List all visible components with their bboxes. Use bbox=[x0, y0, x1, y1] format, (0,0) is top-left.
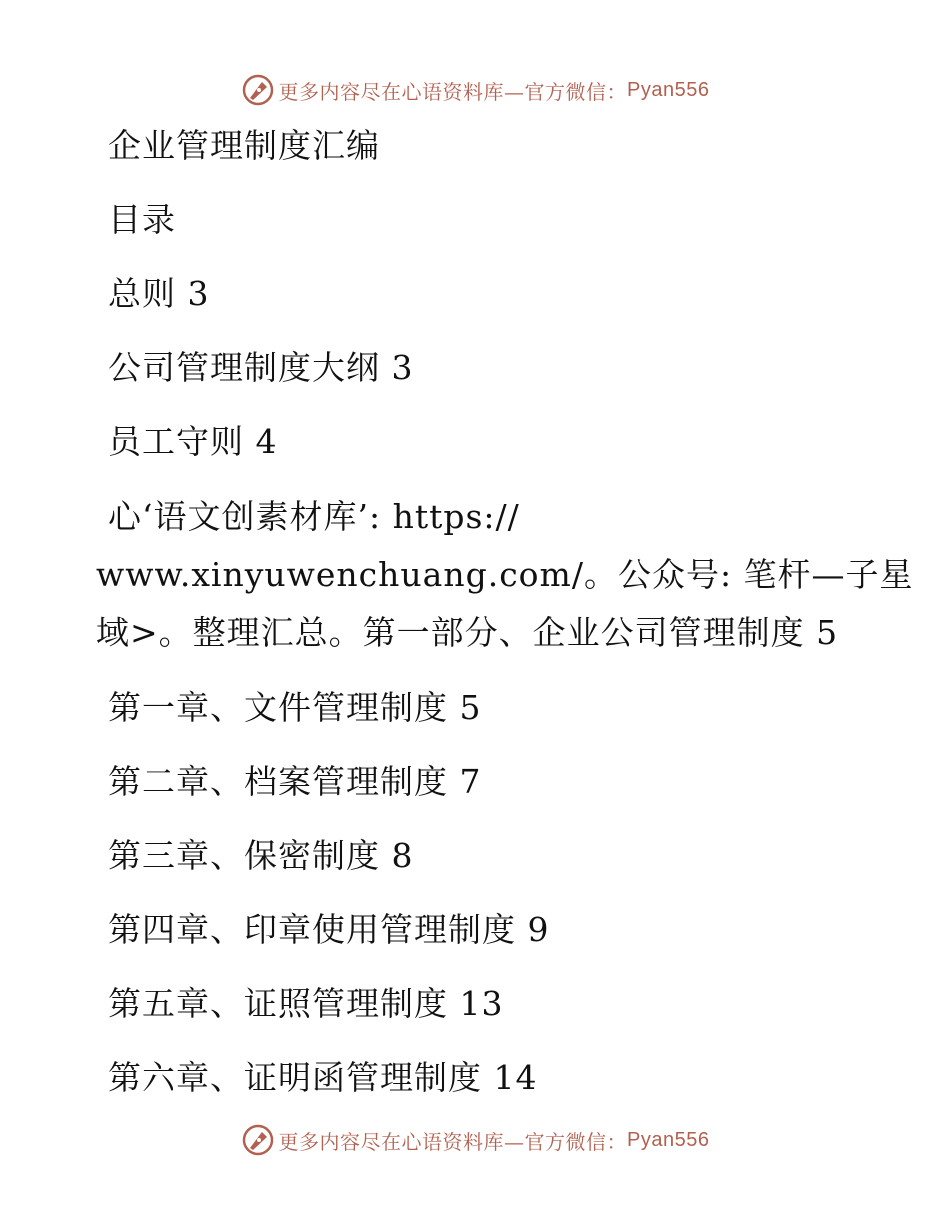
pen-nib-icon bbox=[241, 73, 275, 107]
paragraph-line: www.xinyuwenchuang.com/。公众号: 笔杆—子星 bbox=[96, 555, 914, 594]
toc-chapter: 第三章、保密制度 8 bbox=[108, 836, 414, 875]
footer-watermark bbox=[0, 1120, 950, 1160]
toc-chapter: 第五章、证照管理制度 13 bbox=[108, 984, 504, 1023]
doc-title: 企业管理制度汇编 bbox=[108, 126, 380, 165]
paragraph-line: 心‘语文创素材库’: https:// bbox=[108, 497, 520, 536]
toc-chapter: 第二章、档案管理制度 7 bbox=[108, 762, 482, 801]
toc-heading: 目录 bbox=[108, 200, 176, 239]
watermark-wechat-id: Pyan556 bbox=[627, 1128, 710, 1151]
header-watermark bbox=[0, 70, 950, 110]
toc-chapter: 第四章、印章使用管理制度 9 bbox=[108, 910, 550, 949]
toc-entry: 总则 3 bbox=[108, 274, 210, 313]
toc-entry: 员工守则 4 bbox=[108, 422, 278, 461]
watermark-wechat-id: Pyan556 bbox=[627, 78, 710, 101]
source-paragraph bbox=[96, 488, 914, 662]
toc-chapter: 第六章、证明函管理制度 14 bbox=[108, 1058, 538, 1097]
toc-chapter: 第一章、文件管理制度 5 bbox=[108, 688, 482, 727]
toc-entry: 公司管理制度大纲 3 bbox=[108, 348, 414, 387]
paragraph-line: 域>。整理汇总。第一部分、企业公司管理制度 5 bbox=[96, 613, 839, 652]
watermark-text: 更多内容尽在心语资料库—官方微信： bbox=[278, 79, 628, 104]
pen-nib-icon bbox=[241, 1123, 275, 1157]
watermark-text: 更多内容尽在心语资料库—官方微信： bbox=[278, 1129, 628, 1154]
